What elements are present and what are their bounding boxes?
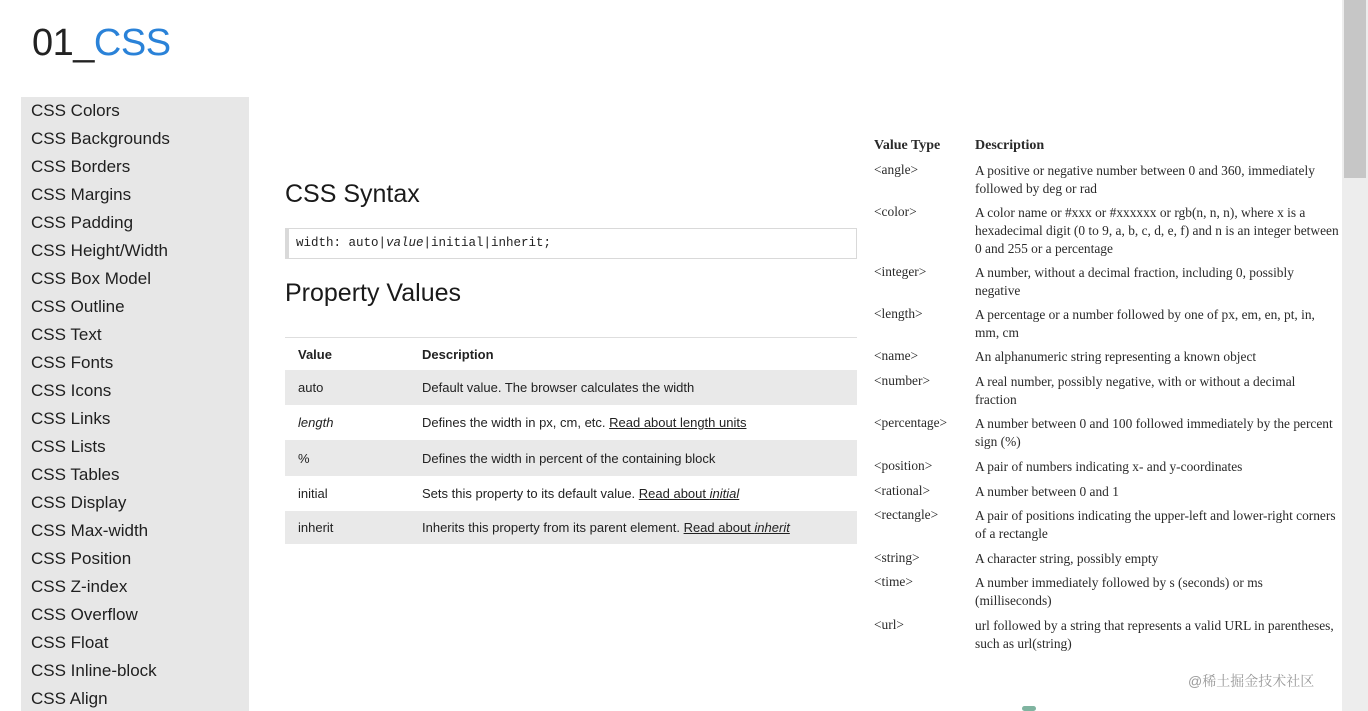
sidebar-item[interactable]: CSS Colors (31, 101, 120, 120)
code-prefix: width: auto| (296, 236, 387, 250)
description-text: Sets this property to its default value. (422, 486, 639, 501)
watermark: @稀土掘金技术社区 (1188, 673, 1315, 689)
value-type-cell: <position> (874, 458, 933, 473)
description-text: Inherits this property from its parent element. (422, 520, 684, 535)
value-type-desc: A character string, possibly empty (975, 551, 1159, 566)
value-type-header: Value Type (874, 138, 941, 153)
description-cell (422, 511, 857, 544)
sidebar-item[interactable]: CSS Max-width (31, 521, 149, 540)
value-type-desc: A number, without a decimal fraction, including 0, possibly negative (975, 265, 1294, 298)
value-type-cell: <integer> (874, 264, 927, 279)
value-type-cell: <rectangle> (874, 507, 939, 522)
code-suffix: |initial|inherit; (423, 236, 552, 250)
vertical-scrollbar[interactable] (1342, 0, 1368, 711)
value-type-cell: <time> (874, 574, 913, 589)
title-accent: CSS (93, 22, 171, 64)
sidebar-item[interactable]: CSS Padding (31, 213, 134, 232)
sidebar-item[interactable]: CSS Float (31, 633, 109, 652)
value-cell (285, 405, 422, 440)
sidebar-item[interactable]: CSS Text (31, 325, 102, 344)
description-cell (422, 476, 857, 511)
value-type-desc: An alphanumeric string representing a known object (975, 349, 1257, 364)
value-type-desc: A percentage or a number followed by one of px, em, en, pt, in, mm, cm (975, 307, 1315, 340)
sidebar-item[interactable]: CSS Z-index (31, 577, 128, 596)
value-type-cell: <angle> (874, 162, 919, 177)
partial-icon (1022, 706, 1036, 711)
value-type-desc: A number between 0 and 100 followed immediately by the percent sign (%) (975, 416, 1333, 449)
table-row (285, 405, 857, 440)
sidebar-item[interactable]: CSS Tables (31, 465, 120, 484)
value-type-desc: A pair of positions indicating the upper-left and lower-right corners of a rectangle (975, 508, 1336, 541)
sidebar-item[interactable]: CSS Icons (31, 381, 112, 400)
link-em: initial (709, 486, 740, 501)
value-type-desc: A number immediately followed by s (seconds) or ms (milliseconds) (975, 575, 1263, 608)
value-type-desc: A number between 0 and 1 (975, 484, 1119, 499)
sidebar-item[interactable]: CSS Links (31, 409, 111, 428)
value-type-cell: <color> (874, 204, 917, 219)
value-type-cell: <url> (874, 617, 904, 632)
sidebar-item[interactable]: CSS Outline (31, 297, 125, 316)
syntax-heading: CSS Syntax (285, 180, 420, 208)
value-type-desc: A positive or negative number between 0 and 360, immediately followed by deg or rad (975, 163, 1315, 196)
description-cell (422, 405, 857, 440)
value-type-desc: A color name or #xxx or #xxxxxx or rgb(n, n, n), where x is a hexadecimal digit (0 to 9, a, b, c, d, e, f) and n is an integer between 0 and 255 or a percentage (975, 205, 1339, 256)
value-cell: % (285, 440, 422, 476)
value-type-cell: <name> (874, 348, 919, 363)
sidebar-item[interactable]: CSS Overflow (31, 605, 138, 624)
value-text: length (298, 415, 334, 430)
code-value: value (386, 236, 424, 250)
table-header-row (285, 338, 857, 371)
description-text: Defines the width in px, cm, etc. (422, 415, 610, 430)
initial-link[interactable] (639, 486, 739, 501)
sidebar-item[interactable]: CSS Box Model (31, 269, 151, 288)
scrollbar-thumb[interactable] (1344, 0, 1366, 178)
value-type-desc: url followed by a string that represents a valid URL in parentheses, such as url(string) (975, 618, 1334, 651)
description-cell (422, 440, 857, 476)
sidebar-item[interactable]: CSS Inline-block (31, 661, 157, 680)
link-text: Read about (638, 486, 710, 501)
description-text: Defines the width in percent of the containing block (422, 450, 716, 466)
sidebar-item[interactable]: CSS Position (31, 549, 132, 568)
value-cell: inherit (285, 511, 422, 544)
sidebar-item[interactable]: CSS Fonts (31, 353, 114, 372)
value-types-reference-image (858, 130, 1342, 710)
sidebar-item[interactable]: CSS Backgrounds (31, 129, 170, 148)
sidebar-item[interactable]: CSS Margins (31, 185, 132, 204)
book-description-header: Description (975, 138, 1045, 153)
value-type-cell: <string> (874, 550, 920, 565)
property-values-heading: Property Values (285, 279, 462, 307)
value-cell: initial (285, 476, 422, 511)
link-text: Read about (683, 520, 755, 535)
sidebar-item[interactable]: CSS Align (31, 689, 108, 708)
table-row (285, 476, 857, 511)
column-header-description: Description (422, 338, 857, 371)
inherit-link[interactable] (684, 520, 790, 535)
value-type-cell: <rational> (874, 483, 931, 498)
sidebar-item[interactable]: CSS Borders (31, 157, 131, 176)
table-row (285, 370, 857, 405)
description-text: Default value. The browser calculates the width (422, 380, 695, 395)
value-type-cell: <number> (874, 373, 931, 388)
syntax-code-block (285, 228, 857, 259)
value-type-desc: A real number, possibly negative, with or without a decimal fraction (975, 374, 1296, 407)
sidebar-item[interactable]: CSS Height/Width (31, 241, 168, 260)
value-type-cell: <length> (874, 306, 923, 321)
table-row (285, 511, 857, 544)
column-header-value: Value (285, 338, 422, 371)
page-title (32, 22, 171, 65)
length-units-link[interactable]: Read about length units (609, 415, 747, 430)
description-cell (422, 370, 857, 405)
property-values-table (285, 337, 857, 544)
value-type-cell: <percentage> (874, 415, 948, 430)
sidebar-item[interactable]: CSS Lists (31, 437, 106, 456)
link-em: inherit (754, 520, 790, 535)
sidebar-item[interactable]: CSS Display (31, 493, 127, 512)
title-prefix: 01_ (32, 22, 94, 64)
value-type-desc: A pair of numbers indicating x- and y-coordinates (975, 459, 1243, 474)
value-cell: auto (285, 370, 422, 405)
table-row (285, 440, 857, 476)
sidebar-nav (21, 97, 249, 711)
